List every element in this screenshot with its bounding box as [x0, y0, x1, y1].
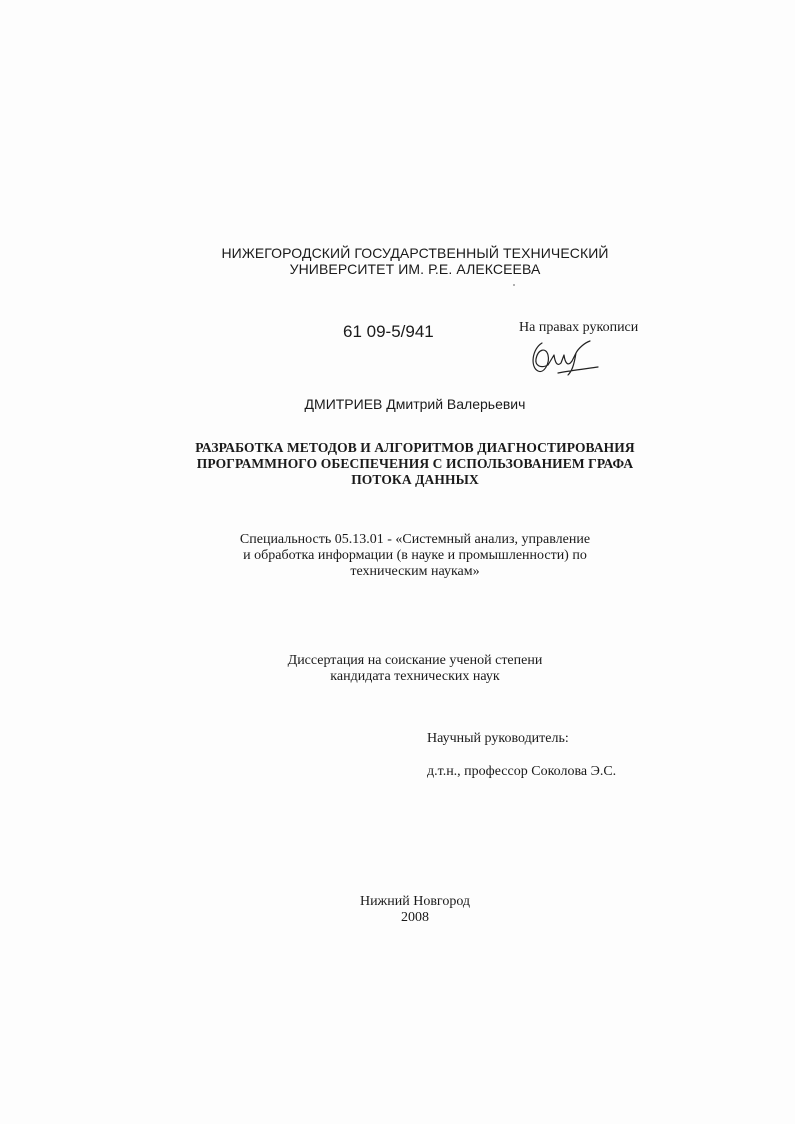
university-line-2: УНИВЕРСИТЕТ ИМ. Р.Е. АЛЕКСЕЕВА — [289, 261, 541, 277]
manuscript-rights: На правах рукописи — [519, 320, 639, 335]
thesis-title-line-1: РАЗРАБОТКА МЕТОДОВ И АЛГОРИТМОВ ДИАГНОСТИРОВАНИЯ — [195, 440, 635, 455]
author-name: ДМИТРИЕВ Дмитрий Валерьевич — [304, 396, 526, 412]
year: 2008 — [401, 910, 429, 925]
university-line-1: НИЖЕГОРОДСКИЙ ГОСУДАРСТВЕННЫЙ ТЕХНИЧЕСКИЙ — [221, 245, 609, 261]
signature-image — [528, 337, 600, 377]
degree-line-1: Диссертация на соискание ученой степени — [287, 653, 543, 668]
supervisor-label: Научный руководитель: — [427, 731, 569, 746]
specialty-line-3: техническим наукам» — [350, 564, 480, 579]
catalog-code: 61 09-5/941 — [343, 322, 434, 341]
specialty-line-1: Специальность 05.13.01 - «Системный анализ, управление — [239, 532, 591, 547]
scan-speck — [513, 284, 515, 286]
thesis-title-line-2: ПРОГРАММНОГО ОБЕСПЕЧЕНИЯ С ИСПОЛЬЗОВАНИЕМ ГРАФА — [196, 456, 634, 471]
place: Нижний Новгород — [359, 894, 471, 909]
degree-line-2: кандидата технических наук — [330, 669, 500, 684]
specialty-line-2: и обработка информации (в науке и промышленности) по — [243, 548, 587, 563]
thesis-title-line-3: ПОТОКА ДАННЫХ — [351, 472, 479, 487]
supervisor-name: д.т.н., профессор Соколова Э.С. — [427, 764, 617, 779]
